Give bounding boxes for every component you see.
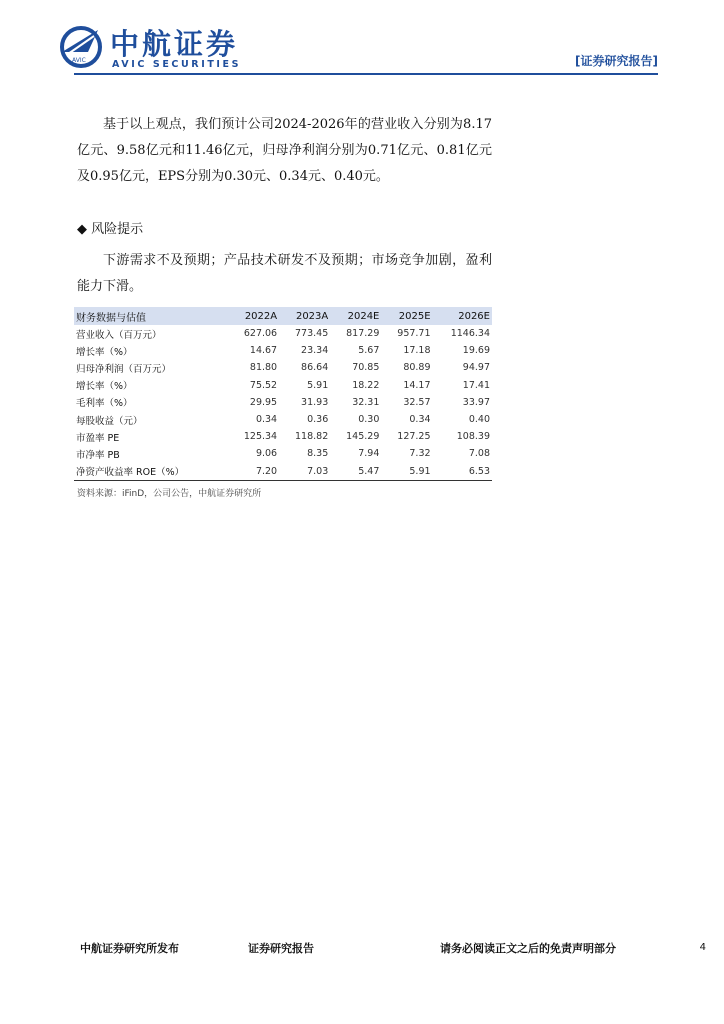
value-cell: 7.20 [228,463,279,481]
plane-logo-icon [58,22,104,68]
value-cell: 80.89 [403,362,431,374]
value-cell: 9.06 [255,448,278,460]
table-row [74,445,492,462]
report-type-tag: [证券研究报告] [575,54,658,68]
table-row [74,377,492,394]
footer-report-type: 证券研究报告 [248,942,314,955]
table-header-cell: 2025E [381,307,432,325]
value-cell: 32.57 [403,396,431,408]
table-row [74,463,492,481]
row-label-cell: 营业收入（百万元） [76,329,162,341]
table-row [74,411,492,428]
table-header-cell: 2026E [433,307,492,325]
value-cell: 94.97 [462,362,490,374]
value-cell: 7.08 [468,448,490,460]
value-cell: 5.91 [381,463,432,481]
value-cell: 127.25 [397,431,431,443]
value-cell: 29.95 [249,396,278,408]
row-label-cell: 市净率 PB [76,449,120,461]
logo-chinese-name: 中航证券 [110,27,239,61]
value-cell: 0.34 [409,414,431,426]
footer-disclaimer: 请务必阅读正文之后的免责声明部分 [440,942,616,955]
value-cell: 7.32 [409,448,431,460]
forecast-paragraph: 基于以上观点，我们预计公司2024-2026年的营业收入分别为8.17亿元、9.58亿元和11.46亿元，归母净利润分别为0.71亿元、0.81亿元及0.95亿元，EPS分别为0.30元、0.34元、0.40元。 [77,117,492,184]
row-label-cell: 每股收益（元） [76,415,143,427]
svg-text:AVIC: AVIC [72,57,86,64]
table-row [74,359,492,376]
value-cell: 0.34 [255,414,278,426]
risk-heading: ◆ 风险提示 [77,222,144,237]
footer-publisher: 中航证券研究所发布 [80,942,179,955]
value-cell: 118.82 [295,431,329,443]
value-cell: 32.31 [352,396,380,408]
value-cell: 75.52 [249,379,278,391]
table-header-cell: 2023A [279,307,330,325]
value-cell: 86.64 [301,362,329,374]
value-cell: 18.22 [352,379,380,391]
value-cell: 125.34 [243,431,278,443]
value-cell: 33.97 [462,396,490,408]
value-cell: 6.53 [433,463,492,481]
value-cell: 145.29 [346,431,380,443]
value-cell: 5.91 [307,379,329,391]
value-cell: 5.67 [358,345,380,357]
value-cell: 1146.34 [450,328,490,340]
row-label-cell: 市盈率 PE [76,432,120,444]
page-number: 4 [699,942,706,953]
value-cell: 773.45 [295,328,329,340]
table-row [74,325,492,342]
table-header-cell: 2024E [330,307,381,325]
value-cell: 5.47 [330,463,381,481]
value-cell: 23.34 [301,345,329,357]
table-source-note: 资料来源：iFinD，公司公告，中航证券研究所 [77,489,262,499]
value-cell: 14.67 [249,345,278,357]
value-cell: 70.85 [352,362,380,374]
value-cell: 14.17 [403,379,431,391]
row-label-cell: 毛利率（%） [76,398,133,410]
value-cell: 0.36 [307,414,329,426]
table-header-cell: 2022A [228,307,279,325]
value-cell: 0.40 [468,414,490,426]
value-cell: 81.80 [249,362,278,374]
risk-paragraph: 下游需求不及预期；产品技术研发不及预期；市场竞争加剧，盈利能力下滑。 [77,253,492,294]
logo-english-name: AVIC SECURITIES [112,59,242,70]
row-label-cell: 净资产收益率 ROE（%） [74,463,228,481]
company-logo [58,22,258,72]
financial-table [74,307,492,481]
table-header-row [74,307,492,325]
value-cell: 19.69 [462,345,490,357]
row-label-cell: 归母净利润（百万元） [76,363,172,375]
value-cell: 8.35 [307,448,329,460]
value-cell: 17.18 [403,345,431,357]
header-divider [74,73,658,75]
table-row [74,342,492,359]
value-cell: 957.71 [397,328,431,340]
table-header-cell: 财务数据与估值 [74,307,228,325]
table-row [74,394,492,411]
value-cell: 627.06 [243,328,278,340]
value-cell: 108.39 [456,431,490,443]
row-label-cell: 增长率（%） [76,381,133,393]
value-cell: 0.30 [358,414,380,426]
table-row [74,428,492,445]
value-cell: 31.93 [301,396,329,408]
value-cell: 17.41 [462,379,490,391]
row-label-cell: 增长率（%） [76,346,133,358]
value-cell: 817.29 [346,328,380,340]
value-cell: 7.94 [358,448,380,460]
value-cell: 7.03 [279,463,330,481]
